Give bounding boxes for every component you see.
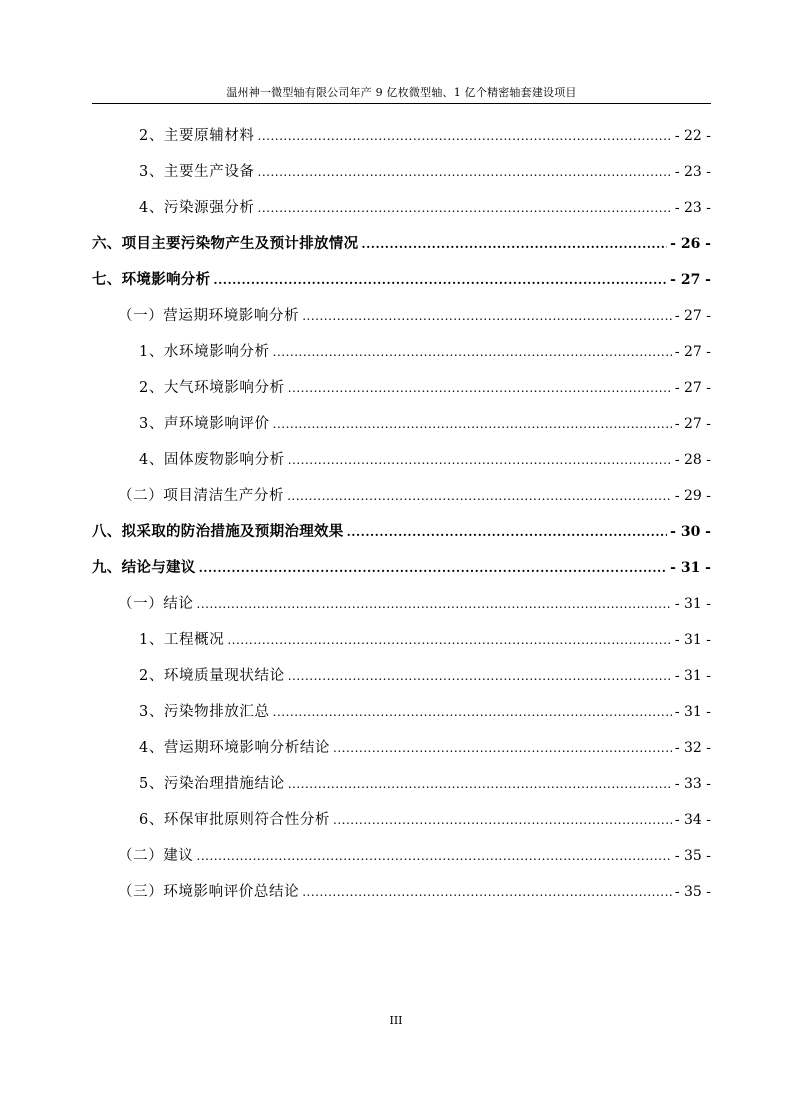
toc-entry[interactable] bbox=[139, 774, 711, 794]
toc-entry[interactable] bbox=[139, 342, 711, 362]
toc-dot-leader bbox=[333, 738, 672, 758]
toc-entry-title: （二）项目清洁生产分析 bbox=[118, 488, 285, 504]
toc-entry-page: - 31 - bbox=[670, 560, 711, 576]
toc-entry-page: - 27 - bbox=[674, 416, 711, 432]
toc-entry[interactable] bbox=[139, 738, 711, 758]
toc-entry-page: - 28 - bbox=[674, 452, 711, 468]
toc-entry[interactable] bbox=[139, 162, 711, 182]
toc-entry-title: 5、污染治理措施结论 bbox=[139, 776, 285, 792]
toc-dot-leader bbox=[197, 846, 672, 866]
toc-entry-title: 2、主要原辅材料 bbox=[139, 128, 255, 144]
toc-dot-leader bbox=[288, 378, 672, 398]
toc-entry-page: - 22 - bbox=[674, 128, 711, 144]
toc-entry-section[interactable] bbox=[118, 486, 711, 506]
toc-entry-page: - 31 - bbox=[674, 632, 711, 648]
toc-entry-title: 六、项目主要污染物产生及预计排放情况 bbox=[92, 235, 359, 252]
toc-entry-chapter[interactable] bbox=[92, 234, 711, 254]
toc-dot-leader bbox=[361, 234, 667, 254]
toc-entry-page: - 35 - bbox=[674, 884, 711, 900]
toc-dot-leader bbox=[302, 882, 672, 902]
toc-entry-section[interactable] bbox=[118, 882, 711, 902]
toc-entry-title: （一）营运期环境影响分析 bbox=[118, 308, 300, 324]
toc-entry-title: 3、污染物排放汇总 bbox=[139, 704, 270, 720]
toc-dot-leader bbox=[288, 450, 672, 470]
toc-entry-page: - 27 - bbox=[674, 344, 711, 360]
toc-entry[interactable] bbox=[139, 198, 711, 218]
toc-entry-title: 3、主要生产设备 bbox=[139, 164, 255, 180]
toc-entry[interactable] bbox=[139, 450, 711, 470]
toc-entry-chapter[interactable] bbox=[92, 558, 711, 578]
toc-dot-leader bbox=[258, 126, 672, 146]
toc-entry-section[interactable] bbox=[118, 306, 711, 326]
toc-dot-leader bbox=[288, 774, 672, 794]
toc-entry[interactable] bbox=[139, 666, 711, 686]
toc-entry[interactable] bbox=[139, 702, 711, 722]
toc-dot-leader bbox=[273, 342, 672, 362]
toc-entry-section[interactable] bbox=[118, 594, 711, 614]
toc-entry-title: 4、污染源强分析 bbox=[139, 200, 255, 216]
toc-entry-title: 八、拟采取的防治措施及预期治理效果 bbox=[92, 523, 344, 540]
toc-dot-leader bbox=[287, 486, 672, 506]
toc-entry-page: - 26 - bbox=[670, 236, 711, 252]
page-number: III bbox=[389, 1014, 403, 1027]
toc-entry-title: 2、大气环境影响分析 bbox=[139, 380, 285, 396]
toc-entry[interactable] bbox=[139, 414, 711, 434]
toc-entry-page: - 27 - bbox=[674, 380, 711, 396]
running-header: 温州神一微型轴有限公司年产 9 亿枚微型轴、1 亿个精密轴套建设项目 bbox=[226, 86, 577, 99]
toc-entry[interactable] bbox=[139, 810, 711, 830]
toc-entry-title: （二）建议 bbox=[118, 848, 194, 864]
toc-entry-chapter[interactable] bbox=[92, 522, 711, 542]
toc-entry-title: 4、营运期环境影响分析结论 bbox=[139, 740, 331, 756]
toc-entry-title: 七、环境影响分析 bbox=[92, 271, 211, 288]
toc-entry-page: - 31 - bbox=[674, 704, 711, 720]
toc-entry-page: - 30 - bbox=[670, 524, 711, 540]
toc-entry-chapter[interactable] bbox=[92, 270, 711, 290]
toc-entry-page: - 33 - bbox=[674, 776, 711, 792]
toc-dot-leader bbox=[227, 630, 671, 650]
toc-dot-leader bbox=[273, 414, 672, 434]
toc-dot-leader bbox=[258, 198, 672, 218]
toc-entry-title: 1、工程概况 bbox=[139, 632, 225, 648]
toc-entry-title: 九、结论与建议 bbox=[92, 559, 196, 576]
toc-entry-title: 2、环境质量现状结论 bbox=[139, 668, 285, 684]
toc-dot-leader bbox=[199, 558, 668, 578]
toc-dot-leader bbox=[347, 522, 668, 542]
toc-dot-leader bbox=[333, 810, 672, 830]
toc-dot-leader bbox=[273, 702, 672, 722]
toc-entry-page: - 23 - bbox=[674, 200, 711, 216]
toc-entry-page: - 35 - bbox=[674, 848, 711, 864]
toc-dot-leader bbox=[302, 306, 672, 326]
toc-entry-page: - 23 - bbox=[674, 164, 711, 180]
toc-dot-leader bbox=[197, 594, 672, 614]
toc-entry-section[interactable] bbox=[118, 846, 711, 866]
toc-dot-leader bbox=[213, 270, 667, 290]
toc-entry[interactable] bbox=[139, 630, 711, 650]
toc-entry-page: - 31 - bbox=[674, 596, 711, 612]
toc-entry[interactable] bbox=[139, 126, 711, 146]
toc-entry-title: （一）结论 bbox=[118, 596, 194, 612]
toc-entry-page: - 32 - bbox=[674, 740, 711, 756]
toc-entry-page: - 34 - bbox=[674, 812, 711, 828]
toc-entry-page: - 27 - bbox=[674, 308, 711, 324]
toc-entry-page: - 29 - bbox=[674, 488, 711, 504]
toc-dot-leader bbox=[288, 666, 672, 686]
toc-entry-title: 4、固体废物影响分析 bbox=[139, 452, 285, 468]
toc-entry-title: （三）环境影响评价总结论 bbox=[118, 884, 300, 900]
toc-entry-title: 3、声环境影响评价 bbox=[139, 416, 270, 432]
toc-entry-page: - 27 - bbox=[670, 272, 711, 288]
toc-entry-page: - 31 - bbox=[674, 668, 711, 684]
toc-entry-title: 1、水环境影响分析 bbox=[139, 344, 270, 360]
toc-dot-leader bbox=[258, 162, 672, 182]
toc-entry-title: 6、环保审批原则符合性分析 bbox=[139, 812, 331, 828]
toc-entry[interactable] bbox=[139, 378, 711, 398]
